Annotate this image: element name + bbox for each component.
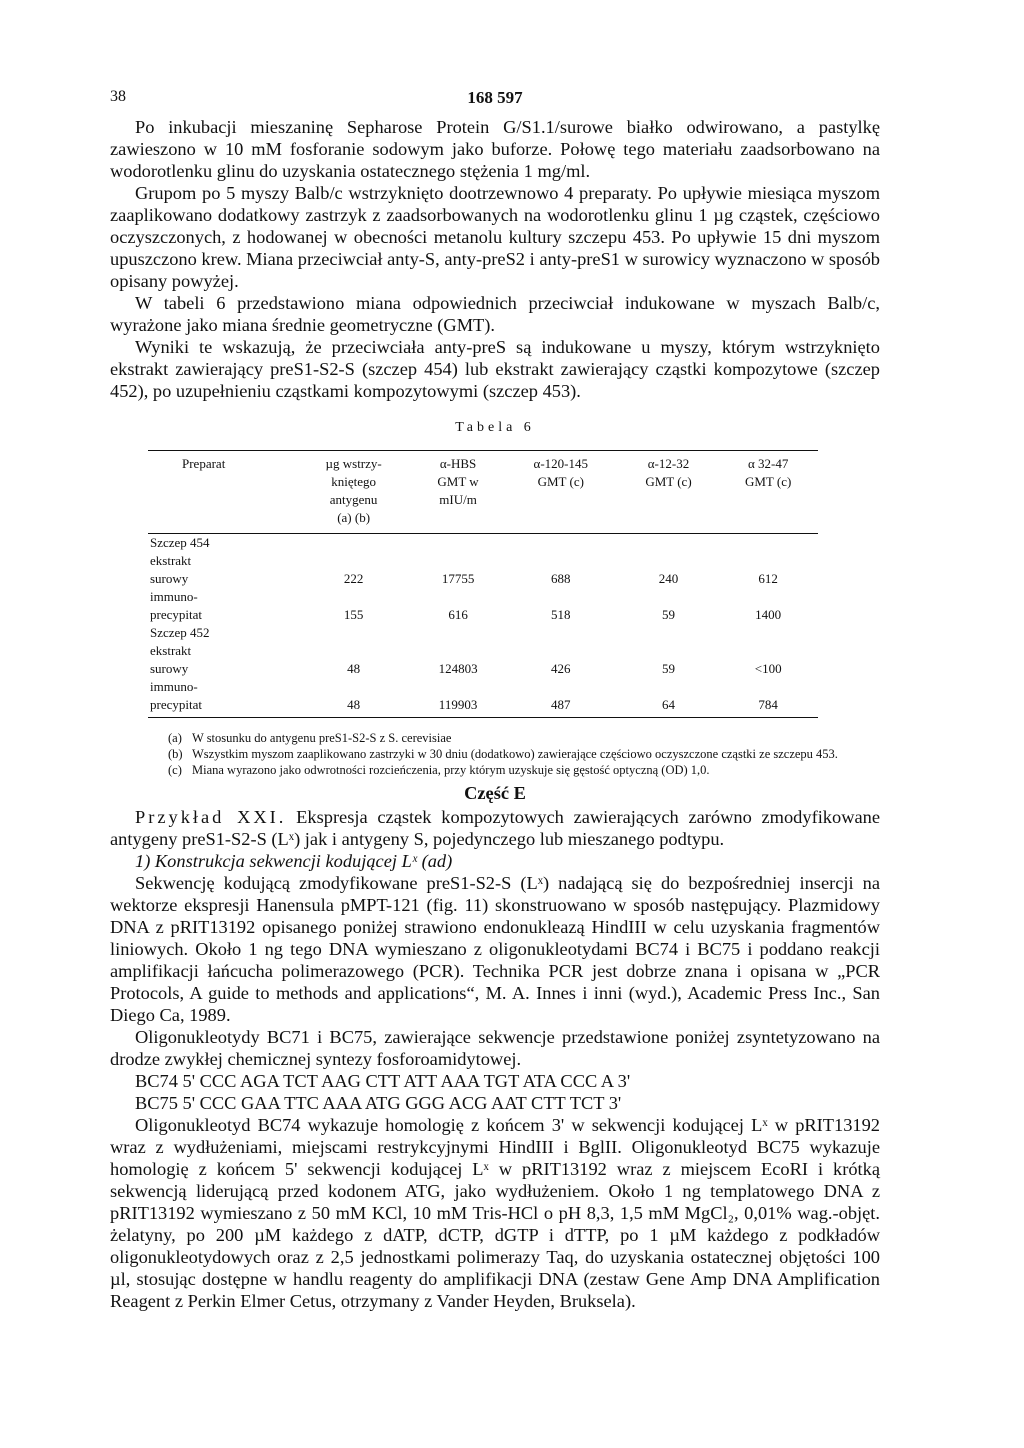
- table-cell: [503, 534, 619, 553]
- table-row: [148, 678, 818, 696]
- table-cell: 688: [551, 571, 571, 586]
- example-text: Ekspresja cząstek kompozytowych zawierających zarówno zmodyfikowane antygeny preS1-S2-S (Lˣ) jak i antygeny S, pojedynczego lub mieszanego podtypu.: [110, 807, 880, 849]
- table-note: [168, 762, 880, 778]
- paragraph: Po inkubacji mieszaninę Sepharose Protein G/S1.1/surowe białko odwirowano, a pastylkę zawieszono w 10 mM fosforanie sodowym jako buforze. Połowę tego materiału zaadsorbowano na wodorotlenku glinu do uzyskania ostatecznego stężenia 1 mg/ml.: [110, 117, 880, 181]
- table-cell: 612: [758, 571, 778, 586]
- table-cell: [413, 552, 503, 570]
- table-cell: precypitat: [148, 696, 294, 718]
- data-table: [148, 450, 818, 718]
- document-number: 168 597: [467, 88, 523, 107]
- sequence-bc75: BC75 5' CCC GAA TTC AAA ATG GGG ACG AAT CTT TCT 3': [135, 1093, 622, 1113]
- table-6: [148, 450, 818, 718]
- table-header-cell: α-12-32 GMT (c): [619, 451, 719, 534]
- table-row: [148, 552, 818, 570]
- note-key: (b): [168, 747, 183, 761]
- note-key: (a): [168, 731, 182, 745]
- page-header: [110, 88, 880, 116]
- intro-text: [110, 116, 880, 402]
- subsection-title: 1) Konstrukcja sekwencji kodującej Lˣ (ad): [135, 851, 453, 871]
- table-row: [148, 696, 818, 718]
- table-cell: [294, 552, 413, 570]
- table-cell: [294, 534, 413, 553]
- table-cell: [503, 588, 619, 606]
- table-notes: [168, 730, 880, 778]
- table-cell: 59: [661, 607, 675, 622]
- paragraph: Oligonukleotyd BC74 wykazuje homologię z końcem 3' w sekwencji kodującej Lˣ w pRIT13192 wraz z wydłużeniami, miejscami restrykcyjnymi HindIII i BglII. Oligonukleotyd BC75 wykazuje homologię z końcem 5' sekwencji kodującej Lˣ w pRIT13192 wraz z miejscem EcoRI i krótką sekwencją liderującą przed kodonem ATG, jako wydłużeniem. Około 1 ng templatowego DNA z pRIT13192 wymieszano z 50 mM KCl, 10 mM Tris-HCl o pH 8,3, 1,5 mM MgCl₂, 0,01% wag.-objęt. żelatyny, po 200 µM każdego z dATP, dCTP, dGTP i dTTP, po 1 µM każdego z podkładów oligonukleotydowych oraz z 2,5 jednostkami polimerazy Taq, do uzyskania ostatecznej objętości 100 µl, stosując dostępne w handlu reagenty do amplifikacji DNA (zestaw Gene Amp DNA Amplification Reagent z Perkin Elmer Cetus, otrzymany z Vander Heyden, Bruksela).: [110, 1115, 880, 1311]
- table-cell: [413, 588, 503, 606]
- table-cell: <100: [754, 661, 782, 676]
- table-header-cell: Preparat: [148, 451, 294, 534]
- table-cell: surowy: [150, 661, 189, 676]
- table-cell: [413, 534, 503, 553]
- table-row: [148, 588, 818, 606]
- table-row: [148, 606, 818, 624]
- note-key: (c): [168, 763, 182, 777]
- section-title: Część E: [464, 783, 526, 803]
- table-cell: [718, 552, 818, 570]
- table-cell: [619, 588, 719, 606]
- table-cell: 59: [661, 661, 675, 676]
- table-cell: [503, 642, 619, 660]
- table-cell: [413, 678, 503, 696]
- paragraph: Wyniki te wskazują, że przeciwciała anty-preS są indukowane u myszy, którym wstrzyknięto ekstrakt zawierający preS1-S2-S (szczep 454) lub ekstrakt zawierający cząstki kompozytowe (szczep 452), po uzupełnieniu cząstkami kompozytowymi (szczep 453).: [110, 337, 880, 401]
- table-cell: Szczep 454: [150, 535, 210, 550]
- table-cell: [619, 678, 719, 696]
- table-cell: 48: [347, 661, 361, 676]
- table-cell: ekstrakt: [150, 643, 192, 658]
- sequence-bc74: BC74 5' CCC AGA TCT AAG CTT ATT AAA TGT ATA CCC A 3': [135, 1071, 631, 1091]
- table-cell: [294, 642, 413, 660]
- table-cell: 124803: [438, 661, 478, 676]
- table-row: [148, 570, 818, 588]
- note-text: Miana wyrazono jako odwrotności rozcieńczenia, przy którym uzyskuje się gęstość optyczną (OD) 1,0.: [192, 763, 710, 777]
- table-cell: [619, 642, 719, 660]
- table-cell: 487: [503, 696, 619, 718]
- table-cell: [413, 642, 503, 660]
- table-cell: [294, 588, 413, 606]
- table-cell: [718, 588, 818, 606]
- paragraph: Sekwencję kodującą zmodyfikowane preS1-S2-S (Lˣ) nadającą się do bezpośredniej insercji na wektorze ekspresji Hanensula pMPT-121 (fig. 11) skonstruowano w sposób następujący. Plazmidowy DNA z pRIT13192 opisanego poniżej strawiono endonukleazą HindIII w celu uzyskania fragmentów liniowych. Około 1 ng tego DNA wymieszano z oligonukleotydami BC74 i BC75 i poddano reakcji amplifikacji łańcucha polimerazowego (PCR). Technika PCR jest dobrze znana i opisana w „PCR Protocols, A guide to methods and applications“, M. A. Innes i inni (wyd.), Academic Press Inc., San Diego Ca, 1989.: [110, 873, 880, 1025]
- table-cell: 17755: [441, 571, 475, 586]
- table-cell: 616: [448, 607, 468, 622]
- table-header-row: [148, 451, 818, 534]
- table-cell: 155: [343, 607, 364, 622]
- table-cell: 1400: [755, 607, 782, 622]
- table-cell: precypitat: [150, 607, 202, 622]
- table-header-cell: α 32-47 GMT (c): [718, 451, 818, 534]
- table-note: [168, 746, 880, 762]
- example-label: Przykład XXI.: [135, 807, 287, 827]
- paragraph: Oligonukleotydy BC71 i BC75, zawierające sekwencje przedstawione poniżej zsyntetyzowano na drodze zwykłej chemicznej syntezy fosforoamidytowej.: [110, 1027, 880, 1069]
- table-cell: [619, 552, 719, 570]
- table-cell: 518: [551, 607, 571, 622]
- table-cell: [718, 534, 818, 553]
- table-header-cell: α-HBS GMT w mIU/m: [413, 451, 503, 534]
- table-body: [148, 534, 818, 718]
- page-number: 38: [110, 88, 126, 105]
- table-cell: 784: [718, 696, 818, 718]
- table-header-cell: α-120-145 GMT (c): [503, 451, 619, 534]
- table-cell: [413, 624, 503, 642]
- table-cell: 426: [551, 661, 571, 676]
- table-header-cell: µg wstrzy- kniętego antygenu (a) (b): [294, 451, 413, 534]
- table-cell: [503, 678, 619, 696]
- table-cell: 222: [343, 571, 364, 586]
- table-row: [148, 660, 818, 678]
- table-cell: [718, 678, 818, 696]
- table-cell: [619, 534, 719, 553]
- paragraph: W tabeli 6 przedstawiono miana odpowiednich przeciwciał indukowane w myszach Balb/c, wyrażone jako miana średnie geometryczne (GMT).: [110, 293, 880, 335]
- table-title: Tabela 6: [455, 420, 535, 435]
- note-text: Wszystkim myszom zaaplikowano zastrzyki w 30 dniu (dodatkowo) zawierające częściowo oczyszczone cząstki ze szczepu 453.: [192, 747, 838, 761]
- table-cell: [503, 624, 619, 642]
- table-cell: 48: [294, 696, 413, 718]
- table-cell: 64: [619, 696, 719, 718]
- table-cell: immuno-: [150, 679, 198, 694]
- table-row: [148, 642, 818, 660]
- example-paragraph: [110, 806, 880, 850]
- note-text: W stosunku do antygenu preS1-S2-S z S. cerevisiae: [192, 731, 452, 745]
- document-page: [110, 88, 880, 1312]
- table-cell: [294, 678, 413, 696]
- table-cell: 119903: [413, 696, 503, 718]
- table-cell: [718, 642, 818, 660]
- table-cell: 240: [658, 571, 679, 586]
- table-cell: Szczep 452: [150, 625, 210, 640]
- table-row: [148, 534, 818, 553]
- table-note: [168, 730, 880, 746]
- table-cell: [619, 624, 719, 642]
- table-cell: [718, 624, 818, 642]
- paragraph: Grupom po 5 myszy Balb/c wstrzyknięto dootrzewnowo 4 preparaty. Po upływie miesiąca myszom zaaplikowano dodatkowy zastrzyk z zaadsorbowanych na wodorotlenku glinu 1 µg cząstek, częściowo oczyszczonych, z hodowanej w obecności metanolu kultury szczepu 453. Po upływie 15 dni myszom upuszczono krew. Miana przeciwciał anty-S, anty-preS2 i anty-preS1 w surowicy wyznaczono w sposób opisany powyżej.: [110, 183, 880, 291]
- table-cell: [503, 552, 619, 570]
- table-cell: ekstrakt: [150, 553, 192, 568]
- table-cell: immuno-: [150, 589, 198, 604]
- table-row: [148, 624, 818, 642]
- table-cell: surowy: [150, 571, 189, 586]
- table-cell: [294, 624, 413, 642]
